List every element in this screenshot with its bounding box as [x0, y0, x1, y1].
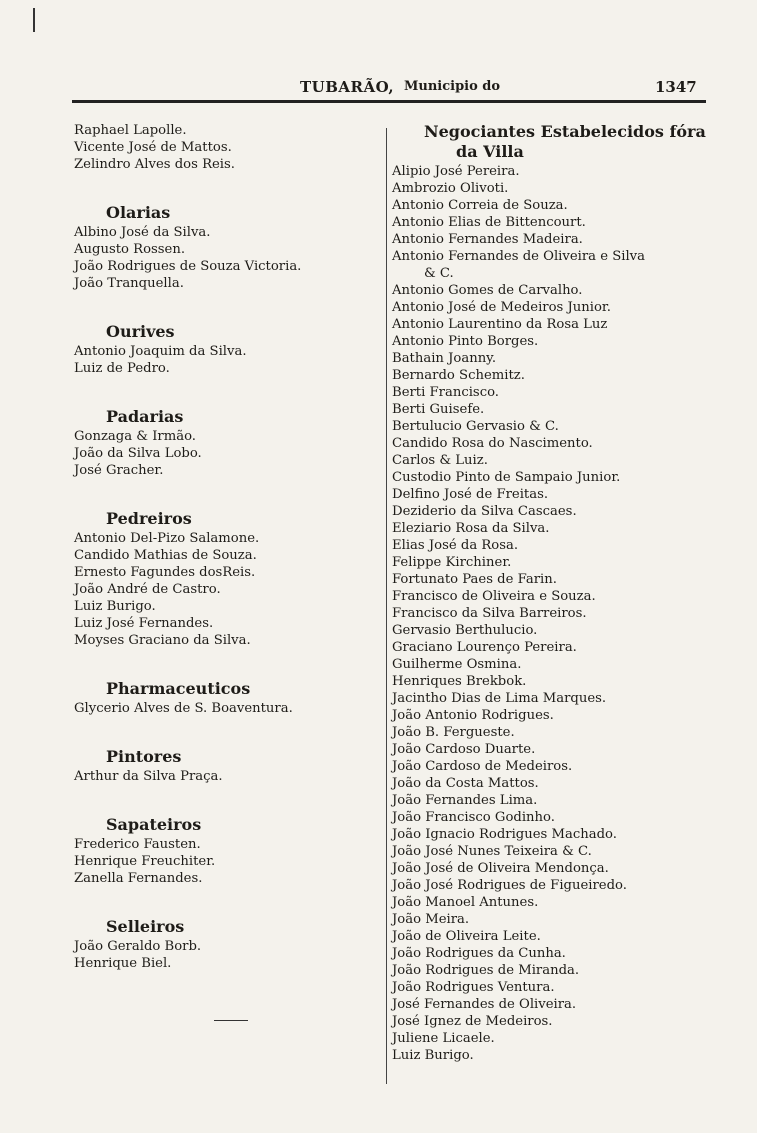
list-item: Bernardo Schemitz.	[392, 368, 525, 383]
list-item: Arthur da Silva Praça.	[74, 769, 223, 784]
list-item: Francisco da Silva Barreiros.	[392, 606, 587, 621]
list-item: Antonio Fernandes Madeira.	[392, 232, 583, 247]
list-item: Carlos & Luiz.	[392, 453, 488, 468]
list-item: Graciano Lourenço Pereira.	[392, 640, 577, 655]
list-item: Jacintho Dias de Lima Marques.	[392, 691, 607, 706]
right-column	[392, 122, 722, 1064]
list-item: Candido Mathias de Souza.	[74, 548, 257, 563]
list-item: João Ignacio Rodrigues Machado.	[392, 827, 617, 842]
margin-mark	[33, 8, 35, 32]
list-item: Zelindro Alves dos Reis.	[74, 157, 235, 172]
list-item: José Gracher.	[74, 463, 164, 478]
list-item: Frederico Fausten.	[74, 837, 201, 852]
list-item: Eleziario Rosa da Silva.	[392, 521, 550, 536]
list-item: Berti Francisco.	[392, 385, 499, 400]
list-item: Moyses Graciano da Silva.	[74, 633, 251, 648]
section-title-padarias: Padarias	[106, 407, 184, 426]
section-title-negociantes: Negociantes Estabelecidos fóra	[424, 122, 706, 141]
section-title-ourives: Ourives	[106, 322, 175, 341]
list-item: Luiz Burigo.	[392, 1048, 474, 1063]
left-column	[74, 122, 374, 972]
list-item: Antonio Laurentino da Rosa Luz	[392, 317, 608, 332]
section-title-pintores: Pintores	[106, 747, 182, 766]
list-item: Elias José da Rosa.	[392, 538, 519, 553]
header-subtitle: Municipio do	[404, 79, 501, 94]
list-item: Luiz Burigo.	[74, 599, 156, 614]
list-item: João B. Fergueste.	[392, 725, 515, 740]
list-item: Ernesto Fagundes dosReis.	[74, 565, 256, 580]
list-item-continuation: & C.	[424, 266, 454, 281]
list-item: Glycerio Alves de S. Boaventura.	[74, 701, 293, 716]
list-item: João Tranquella.	[74, 276, 184, 291]
list-item: Bertulucio Gervasio & C.	[392, 419, 559, 434]
list-item: Juliene Licaele.	[392, 1031, 495, 1046]
list-item: Delfino José de Freitas.	[392, 487, 549, 502]
section-title-olarias: Olarias	[106, 203, 171, 222]
list-item: Felippe Kirchiner.	[392, 555, 512, 570]
list-item: João Rodrigues de Souza Victoria.	[74, 259, 302, 274]
list-item: João Rodrigues Ventura.	[392, 980, 555, 995]
list-item: Gervasio Berthulucio.	[392, 623, 538, 638]
intro-list	[74, 122, 374, 173]
list-item: João de Oliveira Leite.	[392, 929, 541, 944]
list-item: Alipio José Pereira.	[392, 164, 520, 179]
header-title: TUBARÃO,	[300, 78, 395, 96]
list-item: Antonio Pinto Borges.	[392, 334, 539, 349]
header-rule	[72, 100, 706, 103]
list-item: João da Costa Mattos.	[392, 776, 539, 791]
section-title-selleiros: Selleiros	[106, 917, 185, 936]
list-item: João Cardoso Duarte.	[392, 742, 536, 757]
list-item: Henrique Freuchiter.	[74, 854, 216, 869]
page-header	[0, 78, 757, 100]
section-title-pharmaceuticos: Pharmaceuticos	[106, 679, 251, 698]
list-item: João Manoel Antunes.	[392, 895, 539, 910]
list-item: João Rodrigues de Miranda.	[392, 963, 580, 978]
list-item: Augusto Rossen.	[74, 242, 186, 257]
list-item: Francisco de Oliveira e Souza.	[392, 589, 596, 604]
list-item: João Meira.	[392, 912, 470, 927]
list-item: Bathain Joanny.	[392, 351, 497, 366]
list-item: João André de Castro.	[74, 582, 221, 597]
list-item: Henriques Brekbok.	[392, 674, 527, 689]
list-item: João Antonio Rodrigues.	[392, 708, 554, 723]
list-item: Luiz de Pedro.	[74, 361, 170, 376]
list-item: João Rodrigues da Cunha.	[392, 946, 566, 961]
list-item: Antonio Fernandes de Oliveira e Silva	[392, 249, 645, 264]
list-item: Guilherme Osmina.	[392, 657, 522, 672]
list-item: Vicente José de Mattos.	[74, 140, 232, 155]
list-item: Antonio Del-Pizo Salamone.	[74, 531, 260, 546]
section-title-sapateiros: Sapateiros	[106, 815, 202, 834]
list-item: Fortunato Paes de Farin.	[392, 572, 557, 587]
list-item: Albino José da Silva.	[74, 225, 211, 240]
list-item: Raphael Lapolle.	[74, 123, 187, 138]
list-item: Candido Rosa do Nascimento.	[392, 436, 593, 451]
list-item: João Francisco Godinho.	[392, 810, 555, 825]
list-item: Antonio José de Medeiros Junior.	[392, 300, 611, 315]
list-item: Henrique Biel.	[74, 956, 172, 971]
list-item: João Geraldo Borb.	[74, 939, 202, 954]
column-divider	[386, 128, 387, 1084]
list-item: Ambrozio Olivoti.	[392, 181, 509, 196]
list-item: João José Rodrigues de Figueiredo.	[392, 878, 627, 893]
list-item: Zanella Fernandes.	[74, 871, 203, 886]
list-item: José Ignez de Medeiros.	[392, 1014, 553, 1029]
list-item: João Cardoso de Medeiros.	[392, 759, 573, 774]
list-item: Antonio Gomes de Carvalho.	[392, 283, 583, 298]
list-item: Berti Guisefe.	[392, 402, 485, 417]
end-rule	[214, 1020, 248, 1021]
page-number: 1347	[655, 78, 697, 96]
list-item: Gonzaga & Irmão.	[74, 429, 196, 444]
section-title-negociantes-cont: da Villa	[456, 142, 524, 161]
list-item: João José de Oliveira Mendonça.	[392, 861, 609, 876]
list-item: Deziderio da Silva Cascaes.	[392, 504, 577, 519]
list-item: Antonio Correia de Souza.	[392, 198, 568, 213]
list-item: João José Nunes Teixeira & C.	[392, 844, 592, 859]
list-item: Luiz José Fernandes.	[74, 616, 214, 631]
list-item: Antonio Elias de Bittencourt.	[392, 215, 586, 230]
list-item: Antonio Joaquim da Silva.	[74, 344, 247, 359]
section-title-pedreiros: Pedreiros	[106, 509, 192, 528]
list-item: José Fernandes de Oliveira.	[392, 997, 577, 1012]
list-item: João Fernandes Lima.	[392, 793, 538, 808]
list-item: Custodio Pinto de Sampaio Junior.	[392, 470, 621, 485]
list-item: João da Silva Lobo.	[74, 446, 202, 461]
